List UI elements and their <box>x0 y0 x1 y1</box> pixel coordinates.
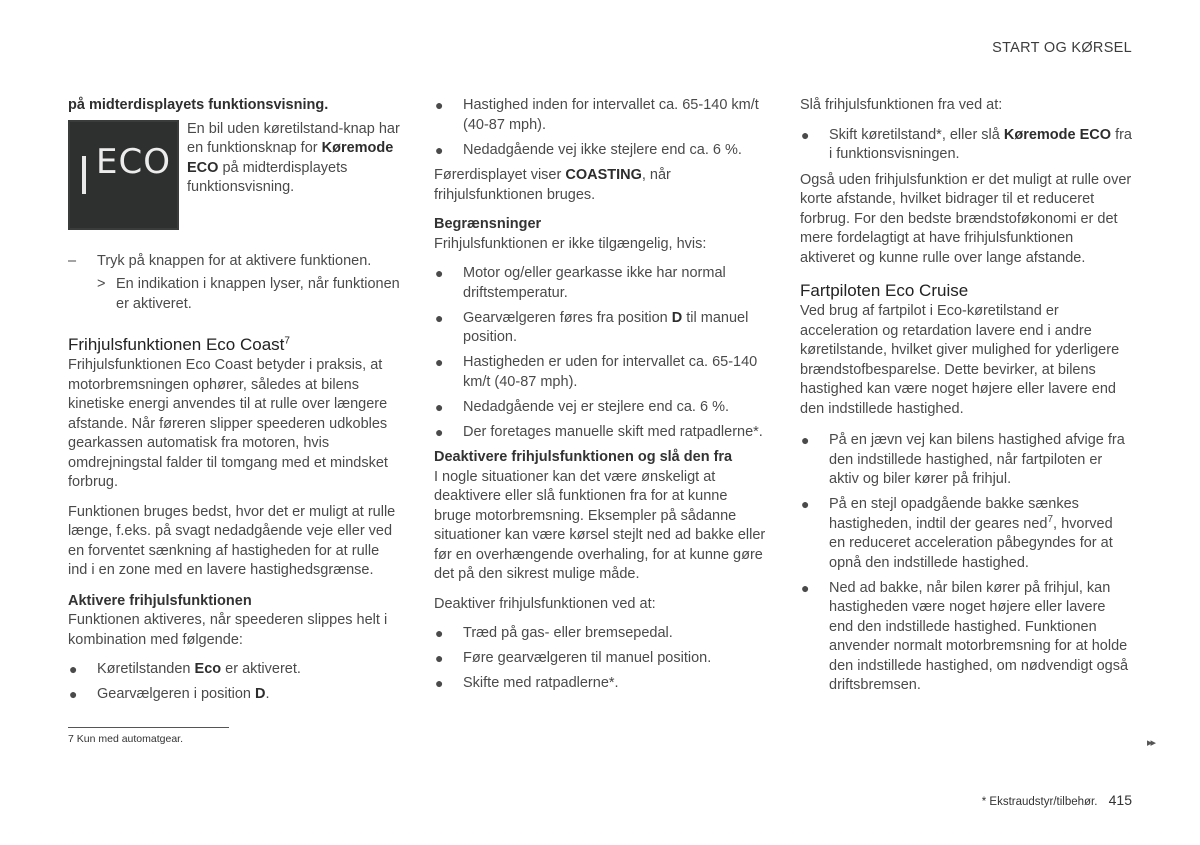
paragraph: I nogle situationer kan det være ønskeligt at deaktivere eller slå funktionen fra for at kunne bruge motorbremsning. Eksempler på sådanne situationer kan være kørsel stejlt ned ad bakke eller før en overhængende overhaling, for at kunne gøre det på den sikrest mulige måde. <box>434 468 766 582</box>
off-list <box>800 126 1132 165</box>
bullet-icon: ● <box>435 675 444 691</box>
list-item <box>434 141 768 161</box>
paragraph: Funktionen aktiveres, når speederen slippes helt i kombination med følgende: <box>68 612 388 648</box>
list-item <box>434 674 768 694</box>
list-item <box>434 649 768 669</box>
list-text: Gearvælgeren i position <box>97 686 255 702</box>
bullet-icon: ● <box>801 126 810 143</box>
list-item <box>68 660 402 680</box>
list-text: Køretilstanden <box>97 661 195 677</box>
bullet-icon: ● <box>435 97 444 113</box>
eco-desc-part: på midterdisplayets funktionsvisning. <box>187 159 348 195</box>
footnote-ref: 7 <box>284 335 290 347</box>
para-text: , når frihjulsfunktionen bruges. <box>434 167 671 203</box>
para-strong: COASTING <box>565 167 642 183</box>
activate-heading: Aktivere frihjulsfunktionen <box>68 592 252 609</box>
limits-heading: Begrænsninger <box>434 216 542 232</box>
footnote: 7 Kun med automatgear. <box>68 733 183 745</box>
eco-block <box>68 120 402 230</box>
bullet-icon: ● <box>801 432 810 448</box>
eco-desc-part: En bil uden køretilstand-knap har en funktionsknap for <box>187 120 400 156</box>
intro-heading: på midterdisplayets funktionsvisning. <box>68 97 329 113</box>
list-text: Hastighed inden for intervallet ca. 65-140 km/t (40-87 mph). <box>463 97 759 133</box>
list-text: Der foretages manuelle skift med ratpadlerne*. <box>463 423 763 440</box>
column-1 <box>68 96 402 711</box>
list-text: Træd på gas- eller bremsepedal. <box>463 625 673 641</box>
eco-indicator-bar <box>82 156 86 194</box>
bullet-icon: ● <box>435 650 444 666</box>
footnote-ref: 7 <box>1047 513 1054 525</box>
page-number: 415 <box>1108 792 1132 808</box>
bullet-icon: ● <box>435 354 444 370</box>
list-item <box>800 431 1132 490</box>
eco-button-image <box>68 120 179 230</box>
bullet-icon: ● <box>435 265 444 281</box>
paragraph: Frihjulsfunktionen Eco Coast betyder i praksis, at motorbremsningen ophører, således at bilens kinetiske energi anvendes til at rulle over længere afstande. Når føreren slipper speederen udkobles gearkassen automatisk fra motoren, hvis omdrejningstal falder til tomgang med et mindsket forbrug. <box>68 357 388 490</box>
list-item <box>434 624 768 644</box>
list-text: fra i funktionsvisningen. <box>829 126 1132 162</box>
eco-desc-strong: Køremode ECO <box>187 140 394 176</box>
paragraph: Ved brug af fartpilot i Eco-køretilstand er acceleration og retardation lavere end i andre køretilstande, hvilket giver mulighed for yderligere brændstofbesparelse. Dette bevirker, at bilens hastighed kan være noget højere eller lavere end den indstillede hastighed. <box>800 303 1120 417</box>
list-item <box>434 264 768 303</box>
list-text: er aktiveret. <box>221 661 301 677</box>
list-strong: D <box>254 686 266 702</box>
bullet-icon: ● <box>69 661 78 677</box>
deactivate-list <box>434 624 768 694</box>
paragraph: Frihjulsfunktionen er ikke tilgængelig, hvis: <box>434 235 707 252</box>
result-item <box>68 275 402 314</box>
section-title: START OG KØRSEL <box>992 40 1132 56</box>
accessory-note: * Ekstraudstyr/tilbehør. <box>981 796 1098 808</box>
column-2 <box>434 96 768 700</box>
para-text: Førerdisplayet viser <box>434 167 566 183</box>
list-item <box>68 685 402 705</box>
list-text: Ned ad bakke, når bilen kører på frihjul, kan hastigheden være noget højere eller lavere end den indstillede hastighed. Funktionen anvender normalt motorbremsning for at holde den indstillede hastighed, om nødvendigt også driftsbremsen. <box>829 579 1129 693</box>
list-text: Føre gearvælgeren til manuel position. <box>463 650 712 666</box>
bullet-icon: ● <box>435 625 444 641</box>
step-marker: – <box>68 252 77 269</box>
eco-cruise-heading: Fartpiloten Eco Cruise <box>800 281 969 300</box>
paragraph: Slå frihjulsfunktionen fra ved at: <box>800 97 1003 113</box>
list-text: Skift køretilstand*, eller slå <box>829 126 1004 143</box>
eco-description <box>187 120 402 230</box>
paragraph: Funktionen bruges bedst, hvor det er muligt at rulle længe, f.eks. på svagt nedadgående veje eller ved en forventet sænkning af hastigheden for at rulle ind i en zone med en lavere hastighedsgrænse. <box>68 503 396 578</box>
footnote-divider <box>68 727 229 728</box>
bullet-icon: ● <box>435 309 444 326</box>
list-text: På en jævn vej kan bilens hastighed afvige fra den indstillede hastighed, når fartpiloten er aktiv og biler kører på frihjul. <box>829 432 1125 487</box>
activate-list <box>68 660 402 705</box>
list-text: Nedadgående vej ikke stejlere end ca. 6 %. <box>463 141 742 158</box>
heading-text: Frihjulsfunktionen Eco Coast <box>68 335 285 354</box>
bullet-icon: ● <box>69 686 78 702</box>
bullet-icon: ● <box>435 423 444 440</box>
list-text: . <box>265 686 270 702</box>
list-item <box>800 579 1132 696</box>
list-strong: Eco <box>194 661 222 677</box>
column-3 <box>800 96 1132 702</box>
list-item <box>434 96 768 135</box>
limits-list <box>434 264 768 442</box>
page-footer <box>982 792 1132 808</box>
conditions-list <box>434 96 768 160</box>
list-strong: Køremode ECO <box>1003 126 1112 143</box>
list-text: , hvorved en reduceret acceleration påbegyndes for at opnå den indstillede hastighed. <box>829 515 1113 571</box>
step-item <box>68 252 402 272</box>
list-strong: D <box>671 309 683 326</box>
bullet-icon: ● <box>801 496 810 512</box>
list-text: Nedadgående vej er stejlere end ca. 6 %. <box>463 398 730 415</box>
list-text: Gearvælgeren føres fra position <box>463 309 672 326</box>
result-marker: > <box>97 276 106 292</box>
list-text: Motor og/eller gearkasse ikke har normal driftstemperatur. <box>463 265 726 301</box>
list-item <box>800 495 1132 573</box>
paragraph: Deaktiver frihjulsfunktionen ved at: <box>434 595 656 612</box>
bullet-icon: ● <box>801 579 810 596</box>
result-text: En indikation i knappen lyser, når funktionen er aktiveret. <box>116 276 400 312</box>
deactivate-heading: Deaktivere frihjulsfunktionen og slå den fra <box>434 449 733 465</box>
list-text: Skifte med ratpadlerne*. <box>463 675 619 691</box>
list-text: til manuel position. <box>463 309 749 345</box>
step-text: Tryk på knappen for at aktivere funktionen. <box>97 252 372 269</box>
cruise-list <box>800 431 1132 696</box>
bullet-icon: ● <box>435 141 444 158</box>
eco-coast-heading <box>68 334 402 356</box>
bullet-icon: ● <box>435 398 444 415</box>
continue-arrows-icon: ▸▸ <box>1147 737 1155 749</box>
list-text: Hastigheden er uden for intervallet ca. 65-140 km/t (40-87 mph). <box>463 354 758 390</box>
list-item <box>434 309 768 348</box>
paragraph: Også uden frihjulsfunktion er det muligt at rulle over korte afstande, hvilket bidrager til et reduceret forbrug. For den bedste brændstoføkonomi er det mere fordelagtigt at have frihjulsfunktionen aktiveret og kunne rulle over lange afstande. <box>800 171 1132 266</box>
eco-button-label: ECO <box>96 141 171 182</box>
list-item <box>434 423 768 443</box>
list-item <box>800 126 1132 165</box>
list-item <box>434 353 768 392</box>
coasting-paragraph <box>434 166 768 205</box>
list-text: På en stejl opadgående bakke sænkes hastigheden, indtil der geares ned <box>829 496 1079 532</box>
list-item <box>434 398 768 418</box>
